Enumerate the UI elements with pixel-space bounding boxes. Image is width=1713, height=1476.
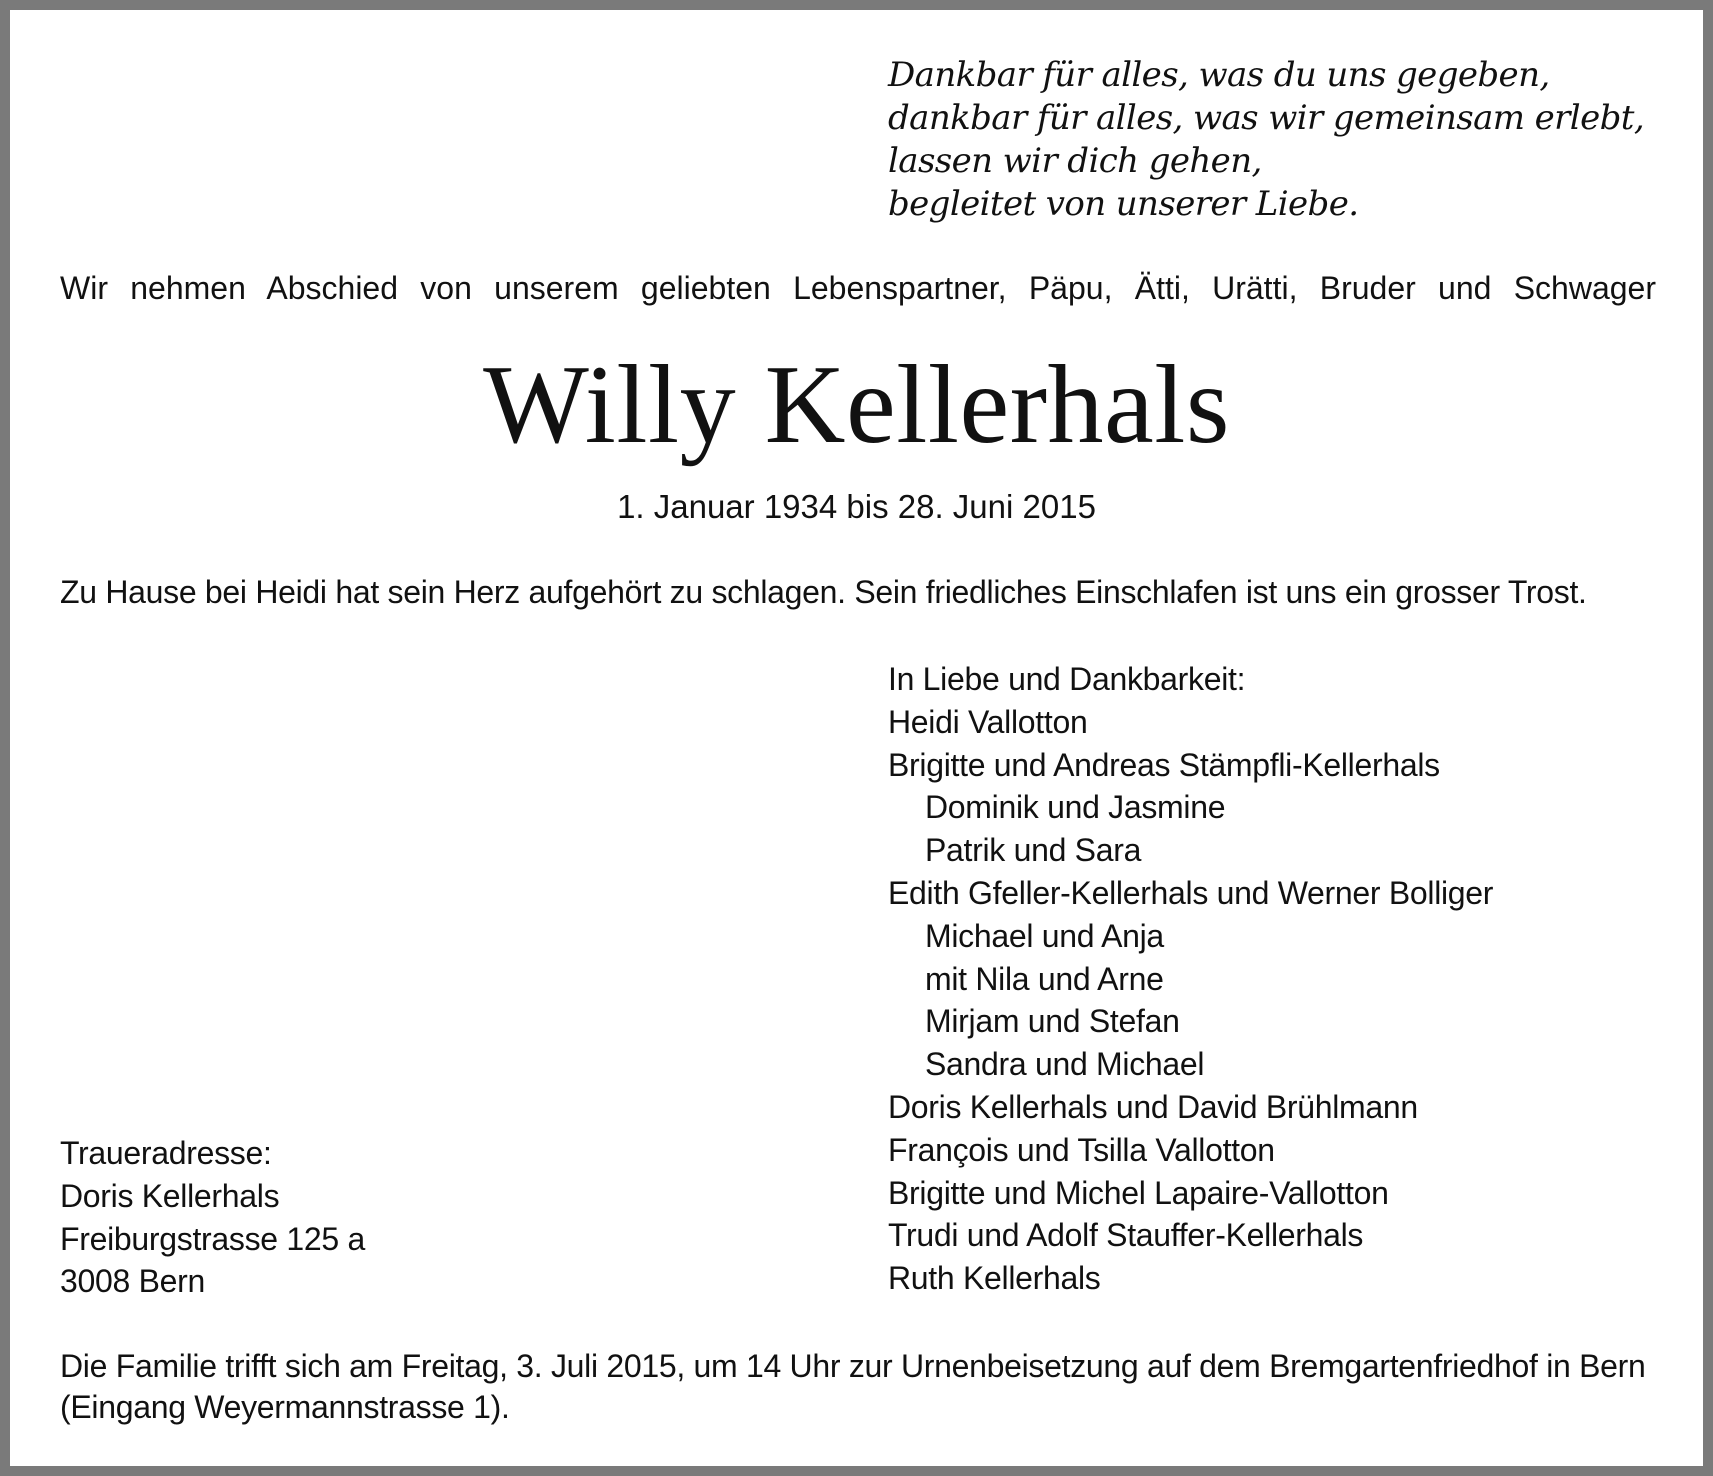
- poem-line: begleitet von unserer Liebe.: [888, 184, 1359, 224]
- deceased-name: Willy Kellerhals: [483, 343, 1230, 467]
- family-entry: François und Tsilla Vallotton: [888, 1131, 1275, 1168]
- address-label: Traueradresse:: [60, 1135, 272, 1171]
- address-name: Doris Kellerhals: [60, 1177, 280, 1214]
- address-street: Freiburgstrasse 125 a: [60, 1220, 365, 1257]
- poem-line: lassen wir dich gehen,: [888, 141, 1262, 181]
- family-entry: Doris Kellerhals und David Brühlmann: [888, 1088, 1418, 1125]
- family-entry: Brigitte und Michel Lapaire-Vallotton: [888, 1174, 1389, 1211]
- intro-text: Wir nehmen Abschied von unserem geliebten Lebenspartner, Päpu, Ätti, Urätti, Bruder und Schwager: [60, 270, 1656, 306]
- address-city: 3008 Bern: [60, 1263, 205, 1300]
- family-entry: Brigitte und Andreas Stämpfli-Kellerhals: [888, 746, 1440, 783]
- poem-line: dankbar für alles, was wir gemeinsam erlebt,: [888, 98, 1645, 138]
- obituary-notice: [10, 10, 1703, 1466]
- family-entry-child: Patrik und Sara: [925, 832, 1142, 869]
- family-entry: Ruth Kellerhals: [888, 1260, 1101, 1297]
- family-list: [888, 658, 1493, 1300]
- life-dates: 1. Januar 1934 bis 28. Juni 2015: [617, 488, 1096, 525]
- family-entry-child: Michael und Anja: [925, 917, 1164, 954]
- closing-text: Die Familie trifft sich am Freitag, 3. Juli 2015, um 14 Uhr zur Urnenbeisetzung auf dem Bremgartenfriedhof in Bern (Eingang Weyermannstrasse 1).: [60, 1348, 1646, 1425]
- family-entry: Edith Gfeller-Kellerhals und Werner Bolliger: [888, 874, 1494, 911]
- family-entry: Heidi Vallotton: [888, 703, 1088, 740]
- statement-text: Zu Hause bei Heidi hat sein Herz aufgehört zu schlagen. Sein friedliches Einschlafen ist uns ein grosser Trost.: [60, 574, 1587, 610]
- mourning-address: [60, 1132, 365, 1303]
- poem-line: Dankbar für alles, was du uns gegeben,: [888, 55, 1550, 95]
- family-entry-child: Mirjam und Stefan: [925, 1003, 1180, 1040]
- family-entry-child: mit Nila und Arne: [925, 960, 1164, 997]
- family-entry: Trudi und Adolf Stauffer-Kellerhals: [888, 1217, 1364, 1254]
- poem: [888, 54, 1644, 226]
- family-heading: In Liebe und Dankbarkeit:: [888, 661, 1246, 697]
- family-entry-child: Dominik und Jasmine: [925, 789, 1226, 826]
- family-entry-child: Sandra und Michael: [925, 1046, 1205, 1083]
